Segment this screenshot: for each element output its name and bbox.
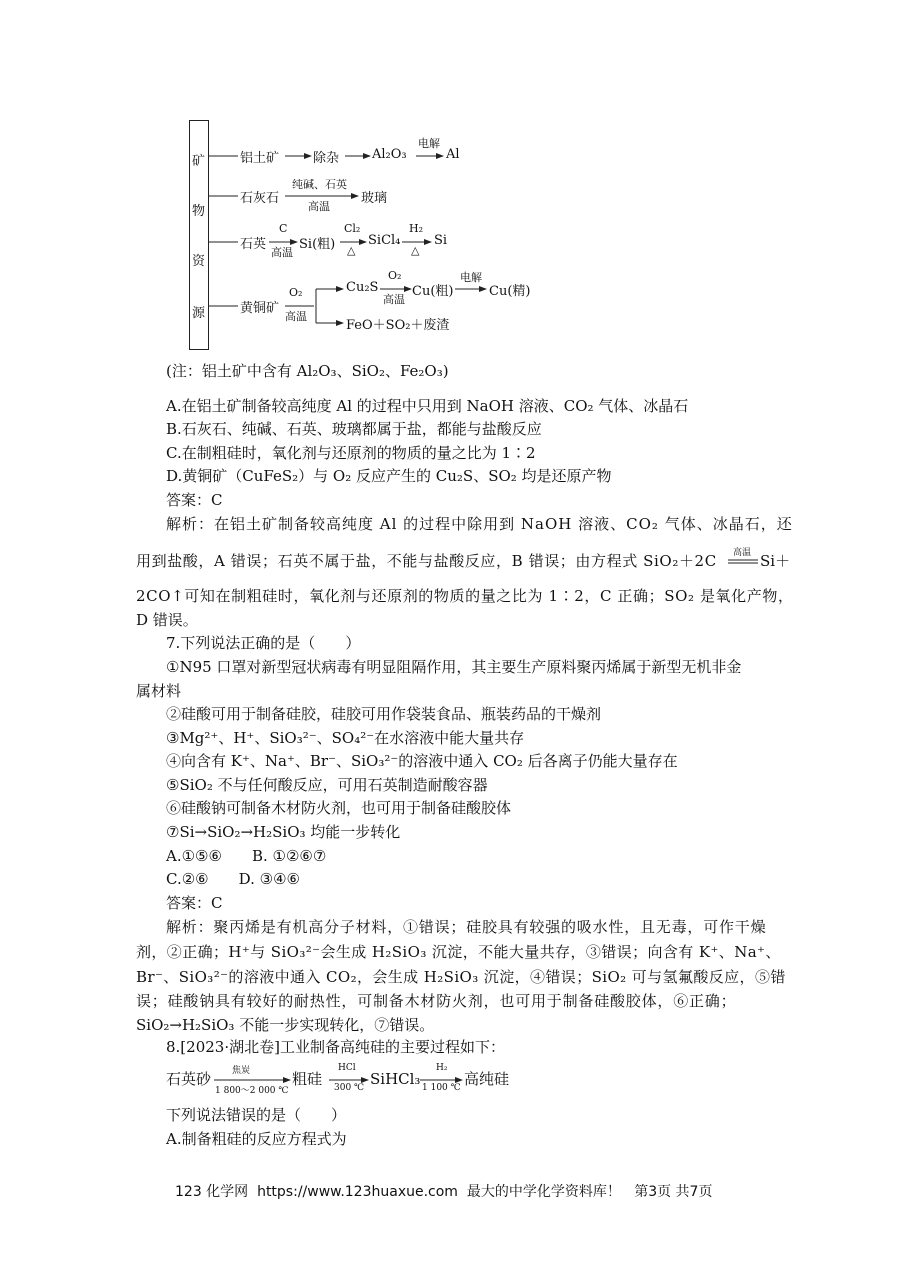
product-sicl4: SiCl₄ bbox=[368, 233, 401, 248]
flow-reagent: 焦炭 bbox=[232, 1066, 251, 1076]
statement: ②硅酸可用于制备硅胶，硅胶可用作袋装食品、瓶装药品的干燥剂 bbox=[166, 705, 602, 723]
condition-label: C bbox=[279, 222, 288, 235]
option-b: B.石灰石、纯碱、石英、玻璃都属于盐，都能与盐酸反应 bbox=[166, 420, 542, 438]
question-prompt: 下列说法错误的是（ ） bbox=[166, 1106, 347, 1124]
condition-label: 高温 bbox=[383, 293, 405, 306]
flow-condition: 1 100 ℃ bbox=[422, 1083, 461, 1093]
answer: 答案：C bbox=[166, 491, 223, 509]
explanation-line: 误；硅酸钠具有较好的耐热性，可制备木材防火剂，也可用于制备硅酸胶体，⑥正确； bbox=[136, 992, 737, 1010]
diagram-note: (注：铝土矿中含有 Al₂O₃、SiO₂、Fe₂O₃) bbox=[166, 362, 449, 380]
option-d: D.黄铜矿（CuFeS₂）与 O₂ 反应产生的 Cu₂S、SO₂ 均是还原产物 bbox=[166, 467, 612, 485]
condition-label: 高温 bbox=[271, 246, 293, 259]
product-crude-silicon: Si(粗) bbox=[299, 237, 336, 252]
flow-step: 石英砂 bbox=[166, 1070, 212, 1088]
statement: ④向含有 K⁺、Na⁺、Br⁻、SiO₃²⁻的溶液中通入 CO₂ 后各离子仍能大量存在 bbox=[166, 752, 678, 770]
ore-chalcopyrite: 黄铜矿 bbox=[240, 301, 280, 316]
condition-label: △ bbox=[347, 244, 356, 257]
flow-step: 粗硅 bbox=[292, 1070, 323, 1088]
explanation-line: 2CO↑可知在制粗硅时，氧化剂与还原剂的物质的量之比为 1∶2，C 正确；SO₂ 是氧化产物， bbox=[136, 587, 794, 605]
side-char: 资 bbox=[192, 254, 206, 269]
explanation-line: Br⁻、SiO₃²⁻的溶液中通入 CO₂，会生成 H₂SiO₃ 沉淀，④错误；SiO₂ 可与氢氟酸反应，⑤错 bbox=[136, 968, 786, 986]
diagram-lines bbox=[0, 0, 902, 360]
condition-label: 纯碱、石英 bbox=[292, 178, 347, 191]
statement: ⑤SiO₂ 不与任何酸反应，可用石英制造耐酸容器 bbox=[166, 776, 488, 794]
explanation-line: 解析：在铝土矿制备较高纯度 Al 的过程中除用到 NaOH 溶液、CO₂ 气体、冰晶石，还 bbox=[166, 515, 793, 533]
condition-label: H₂ bbox=[409, 222, 424, 235]
flow-reagent: H₂ bbox=[436, 1063, 448, 1073]
reaction-condition: 高温 bbox=[733, 548, 752, 558]
options-ab: A.①⑤⑥ B. ①②⑥⑦ bbox=[166, 847, 327, 865]
question-stem: 8.[2023·湖北卷]工业制备高纯硅的主要过程如下： bbox=[166, 1038, 505, 1056]
statement: ⑦Si→SiO₂→H₂SiO₃ 均能一步转化 bbox=[166, 823, 401, 841]
condition-label: 高温 bbox=[308, 200, 330, 213]
side-char: 矿 bbox=[192, 154, 206, 169]
options-cd: C.②⑥ D. ③④⑥ bbox=[166, 870, 300, 888]
product-alumina: Al₂O₃ bbox=[372, 147, 407, 162]
statement: ⑥硅酸钠可制备木材防火剂，也可用于制备硅酸胶体 bbox=[166, 799, 512, 817]
product-glass: 玻璃 bbox=[361, 191, 388, 206]
flow-step: SiHCl₃ bbox=[370, 1070, 421, 1088]
explanation-line: 用到盐酸，A 错误；石英不属于盐，不能与盐酸反应，B 错误；由方程式 SiO₂＋2C bbox=[136, 552, 717, 570]
page-footer: 123 化学网 https://www.123huaxue.com 最大的中学化学资料库！ 第3页 共7页 bbox=[175, 1184, 713, 1200]
explanation-line: 解析：聚丙烯是有机高分子材料，①错误；硅胶具有较强的吸水性，且无毒，可作干燥 bbox=[166, 918, 767, 936]
flow-arrows bbox=[0, 1065, 902, 1095]
option-a: A.制备粗硅的反应方程式为 bbox=[166, 1130, 347, 1148]
condition-label: 电解 bbox=[460, 271, 482, 284]
explanation-line: SiO₂→H₂SiO₃ 不能一步实现转化，⑦错误。 bbox=[136, 1016, 435, 1034]
flow-reagent: HCl bbox=[338, 1063, 356, 1073]
condition-label: O₂ bbox=[388, 269, 402, 282]
condition-label: 电解 bbox=[418, 137, 440, 150]
flow-condition: 1 800～2 000 ℃ bbox=[215, 1086, 289, 1096]
condition-label: Cl₂ bbox=[344, 222, 361, 235]
flow-condition: 300 ℃ bbox=[334, 1083, 365, 1093]
option-a: A.在铝土矿制备较高纯度 Al 的过程中只用到 NaOH 溶液、CO₂ 气体、冰晶石 bbox=[166, 397, 689, 415]
ore-quartz: 石英 bbox=[240, 237, 267, 252]
explanation-line: D 错误。 bbox=[136, 611, 198, 629]
condition-label: 高温 bbox=[285, 310, 307, 323]
product-refined-copper: Cu(精) bbox=[489, 284, 531, 299]
explanation-line: 剂，②正确；H⁺与 SiO₃²⁻会生成 H₂SiO₃ 沉淀，不能大量共存，③错误；向含有 K⁺、Na⁺、 bbox=[136, 943, 781, 961]
option-c: C.在制粗硅时，氧化剂与还原剂的物质的量之比为 1∶2 bbox=[166, 444, 536, 462]
ore-limestone: 石灰石 bbox=[240, 191, 280, 206]
side-char: 物 bbox=[192, 204, 206, 219]
flow-step: 高纯硅 bbox=[464, 1070, 510, 1088]
product-cu2s: Cu₂S bbox=[346, 280, 379, 295]
product-byproducts: FeO＋SO₂＋废渣 bbox=[346, 318, 450, 333]
question-stem: 7.下列说法正确的是（ ） bbox=[166, 634, 361, 652]
statement: 属材料 bbox=[136, 682, 182, 700]
product-silicon: Si bbox=[434, 233, 448, 248]
step-impurity-removal: 除杂 bbox=[313, 151, 340, 166]
ore-bauxite: 铝土矿 bbox=[240, 151, 280, 166]
statement: ①N95 口罩对新型冠状病毒有明显阻隔作用，其主要生产原料聚丙烯属于新型无机非金 bbox=[166, 658, 742, 676]
reaction-equal-sign bbox=[728, 558, 758, 566]
condition-label: △ bbox=[411, 244, 420, 257]
product-aluminum: Al bbox=[446, 147, 460, 162]
condition-label: O₂ bbox=[289, 286, 303, 299]
product-crude-copper: Cu(粗) bbox=[412, 284, 454, 299]
explanation-line-end: Si＋ bbox=[760, 552, 791, 570]
statement: ③Mg²⁺、H⁺、SiO₃²⁻、SO₄²⁻在水溶液中能大量共存 bbox=[166, 729, 525, 747]
side-char: 源 bbox=[192, 306, 206, 321]
answer: 答案：C bbox=[166, 894, 223, 912]
